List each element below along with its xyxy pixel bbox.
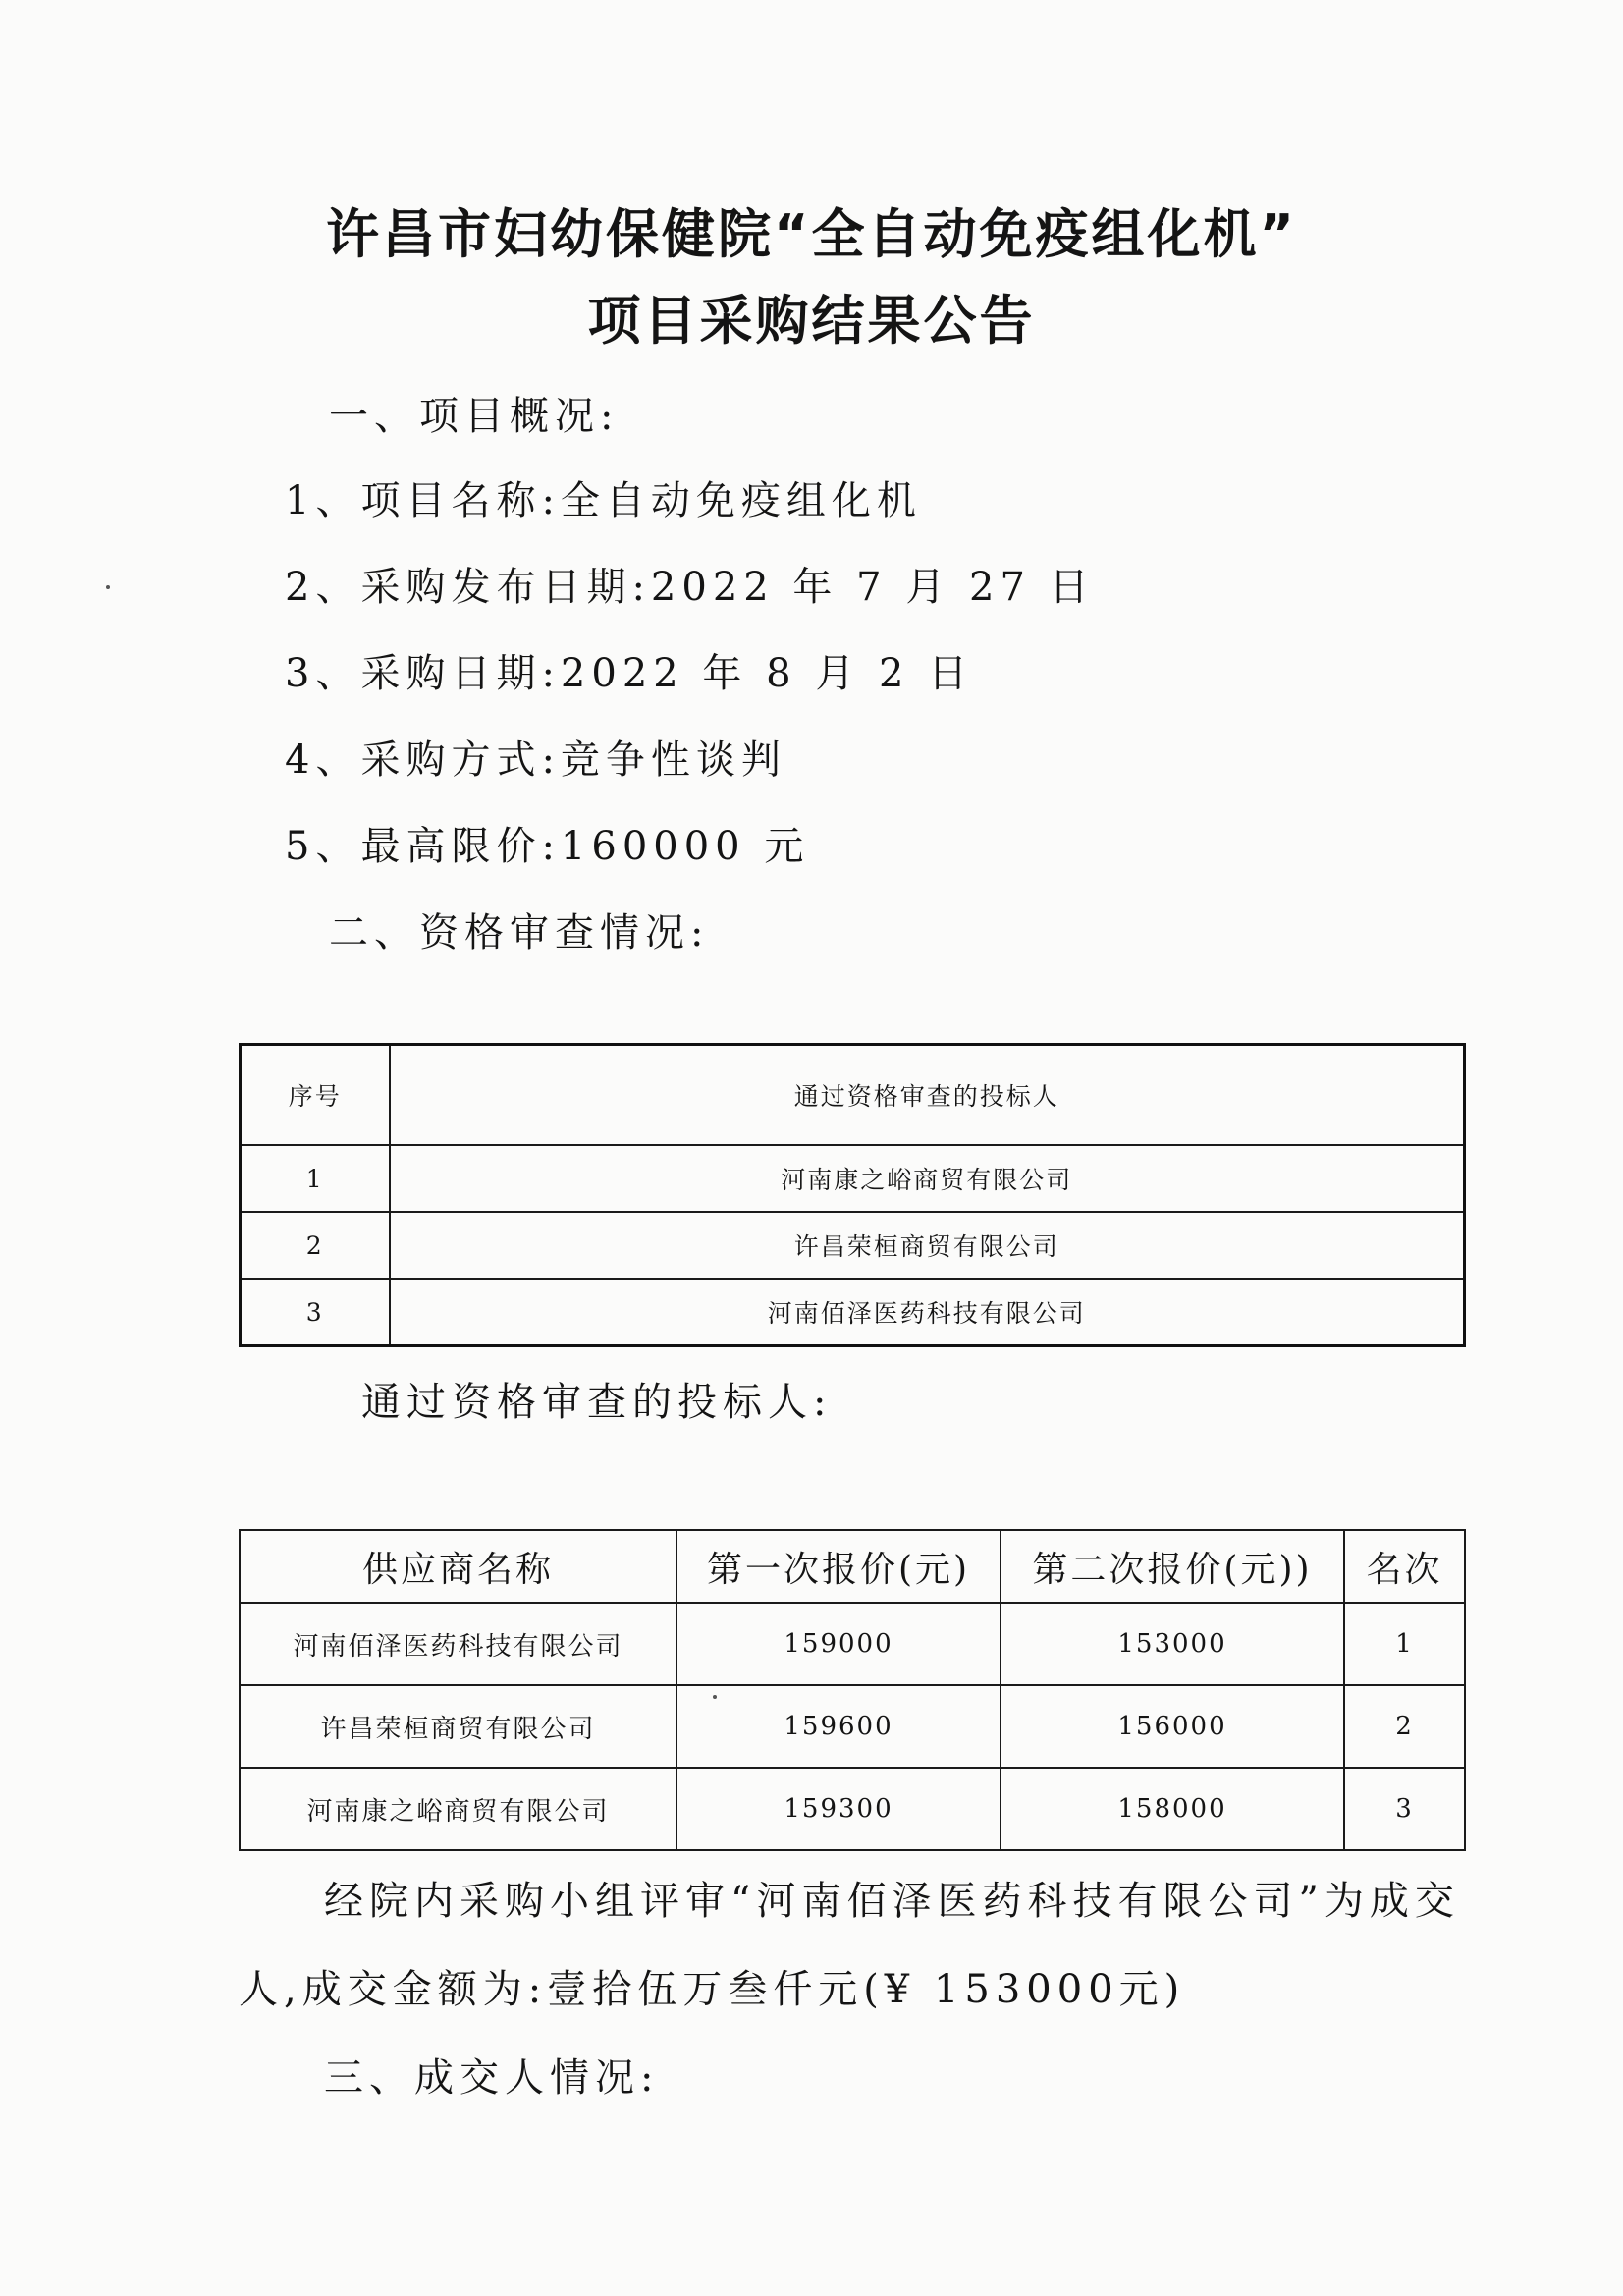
result-statement-line1: 经院内采购小组评审“河南佰泽医药科技有限公司”为成交 [324, 1879, 1460, 1924]
table-header-cell: 通过资格审查的投标人 [390, 1045, 1465, 1146]
table-cell: 许昌荣桓商贸有限公司 [390, 1212, 1465, 1279]
table-row [240, 1768, 1465, 1850]
table-header-cell: 第二次报价(元)) [1001, 1530, 1344, 1603]
table-cell: 156000 [1001, 1685, 1344, 1768]
overview-purchase-date: 3、采购日期:2022 年 8 月 2 日 [285, 651, 974, 696]
table-cell: 1 [1344, 1603, 1465, 1685]
section-heading-overview: 一、项目概况: [329, 394, 620, 439]
table-row [240, 1603, 1465, 1685]
passed-bidders-label: 通过资格审查的投标人: [361, 1380, 833, 1425]
overview-purchase-method: 4、采购方式:竞争性谈判 [285, 738, 786, 783]
table-cell: 153000 [1001, 1603, 1344, 1685]
qualification-table [239, 1043, 1466, 1347]
table-cell: 1 [241, 1145, 390, 1212]
table-cell: 159600 [676, 1685, 1001, 1768]
section-heading-winner: 三、成交人情况: [324, 2055, 660, 2101]
table-row [241, 1212, 1465, 1279]
overview-publish-date: 2、采购发布日期:2022 年 7 月 27 日 [285, 565, 1095, 610]
result-statement-line2: 人,成交金额为:壹拾伍万叁仟元(¥ 153000元) [239, 1967, 1186, 2012]
table-cell: 159000 [676, 1603, 1001, 1685]
table-cell: 河南佰泽医药科技有限公司 [390, 1279, 1465, 1346]
table-cell: 2 [241, 1212, 390, 1279]
table-cell: 159300 [676, 1768, 1001, 1850]
page-title: 许昌市妇幼保健院“全自动免疫组化机” [326, 203, 1297, 265]
quote-table [239, 1529, 1466, 1851]
scan-speck [106, 585, 110, 589]
overview-project-name: 1、项目名称:全自动免疫组化机 [285, 478, 922, 523]
table-header-cell: 序号 [241, 1045, 390, 1146]
table-header-cell: 第一次报价(元) [676, 1530, 1001, 1603]
page-subtitle: 项目采购结果公告 [587, 290, 1036, 352]
table-cell: 许昌荣桓商贸有限公司 [240, 1685, 676, 1768]
scan-speck [713, 1695, 717, 1699]
table-header-row [241, 1045, 1465, 1146]
table-header-row [240, 1530, 1465, 1603]
table-row [241, 1279, 1465, 1346]
table-cell: 河南佰泽医药科技有限公司 [240, 1603, 676, 1685]
table-cell: 2 [1344, 1685, 1465, 1768]
table-row [241, 1145, 1465, 1212]
table-cell: 河南康之峪商贸有限公司 [390, 1145, 1465, 1212]
section-heading-qualification: 二、资格审查情况: [329, 910, 710, 956]
table-row [240, 1685, 1465, 1768]
table-cell: 河南康之峪商贸有限公司 [240, 1768, 676, 1850]
table-header-cell: 名次 [1344, 1530, 1465, 1603]
overview-max-price: 5、最高限价:160000 元 [285, 824, 810, 869]
table-cell: 3 [1344, 1768, 1465, 1850]
table-cell: 3 [241, 1279, 390, 1346]
table-header-cell: 供应商名称 [240, 1530, 676, 1603]
table-cell: 158000 [1001, 1768, 1344, 1850]
